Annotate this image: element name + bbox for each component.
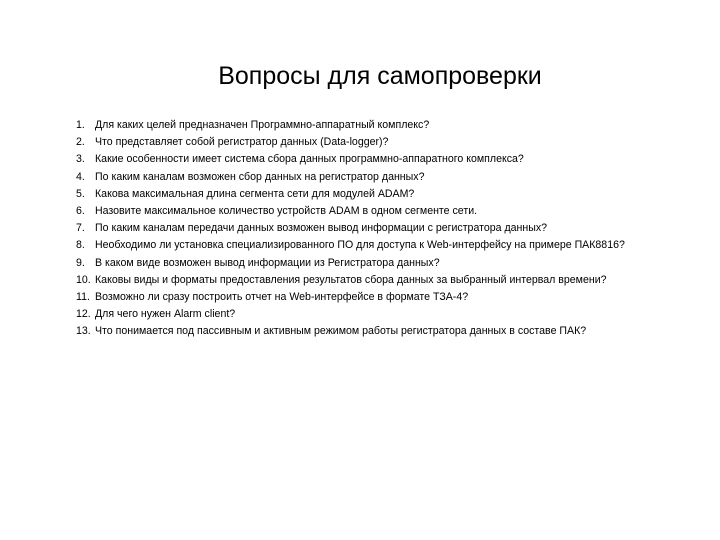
question-text: Какие особенности имеет система сбора данных программно-аппаратного комплекса? <box>95 153 524 166</box>
question-number: 11. <box>76 291 90 304</box>
question-number: 13. <box>76 325 91 338</box>
question-number: 10. <box>76 273 91 286</box>
question-number: 9. <box>76 256 85 269</box>
question-item <box>76 169 716 186</box>
question-item <box>76 323 716 340</box>
slide-title: Вопросы для самопроверки <box>218 62 542 90</box>
question-item <box>76 237 716 254</box>
question-number: 6. <box>76 205 85 218</box>
question-number: 12. <box>76 308 91 321</box>
question-text: По каким каналам передачи данных возможен вывод информации с регистратора данных? <box>95 222 548 235</box>
question-number: 3. <box>76 153 85 166</box>
question-number: 4. <box>76 170 85 183</box>
question-item <box>76 134 716 151</box>
question-item <box>76 203 716 220</box>
question-number: 2. <box>76 136 85 149</box>
question-item <box>76 289 716 306</box>
question-text: Какова максимальная длина сегмента сети для модулей ADAM? <box>95 187 415 200</box>
question-list <box>76 117 716 341</box>
question-text: Возможно ли сразу построить отчет на Web-интерфейсе в формате ТЗА-4? <box>95 291 469 304</box>
question-text: Что представляет собой регистратор данных (Data-logger)? <box>95 136 389 149</box>
question-number: 8. <box>76 239 85 252</box>
question-item <box>76 220 716 237</box>
question-text: Необходимо ли установка специализированного ПО для доступа к Web-интерфейсу на примере ПАК8816? <box>95 239 625 252</box>
question-text: В каком виде возможен вывод информации из Регистратора данных? <box>95 256 440 269</box>
question-text: Для чего нужен Alarm client? <box>95 308 236 321</box>
question-item <box>76 117 716 134</box>
question-text: По каким каналам возможен сбор данных на регистратор данных? <box>95 170 425 183</box>
question-item <box>76 306 716 323</box>
question-item <box>76 186 716 203</box>
question-number: 5. <box>76 187 85 200</box>
question-item <box>76 272 716 289</box>
question-text: Что понимается под пассивным и активным режимом работы регистратора данных в составе ПАК? <box>95 325 587 338</box>
question-text: Назовите максимальное количество устройств ADAM в одном сегменте сети. <box>95 205 478 218</box>
question-item <box>76 255 716 272</box>
question-text: Для каких целей предназначен Программно-аппаратный комплекс? <box>95 119 430 131</box>
question-item <box>76 151 716 168</box>
question-number: 7. <box>76 222 85 235</box>
question-text: Каковы виды и форматы предоставления результатов сбора данных за выбранный интервал времени? <box>95 273 607 286</box>
question-number: 1. <box>76 119 85 131</box>
